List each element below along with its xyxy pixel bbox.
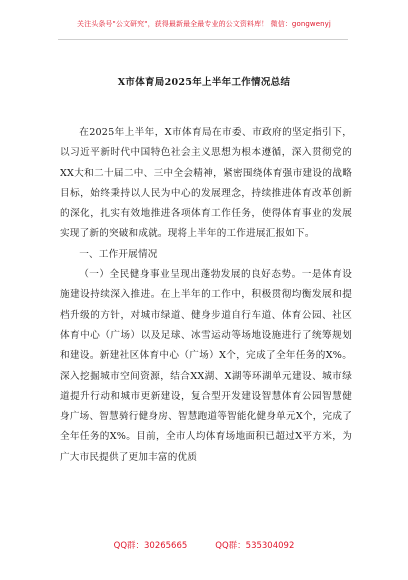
footer-qq-group-1: QQ群：30265665 <box>113 541 188 551</box>
footer-qq-group-2: QQ群：535304092 <box>215 541 295 551</box>
document-title: X市体育局2025年上半年工作情况总结 <box>117 77 291 88</box>
section-heading: 一、工作开展情况 <box>79 248 158 260</box>
body-paragraph: （一）全民健身事业呈现出蓬勃发展的良好态势。一是体育设施建设持续深入推进。在上半年的工作中，积极贯彻均衡发展和提档升级的方针，对城市绿道、健身步道自行车道、体育公园、社区体育中心（广场）以及足球、冰雪运动等场地设施进行了统筹规划和建设。新建社区体育中心（广场）X个，完成了全年任务的X%。深入挖掘城市空间资源，结合XX湖、X湖等环湖单元建设、城市绿道提升行动和城市更新建设，复合型开发建设智慧体育公园智慧健身广场、智慧骑行健身房、智慧跑道等智能化健身单元X个，完成了全年任务的X%。目前，全市人均体育场地面积已超过X平方米，为广大市民提供了更加丰富的优质 <box>60 269 352 463</box>
header-banner: 关注头条号"公文研究"，获得最新最全最专业的公文资料库！ 微信：gongwenyj <box>77 20 331 28</box>
header-divider <box>58 39 348 40</box>
footer-contacts <box>0 539 408 551</box>
intro-paragraph: 在2025年上半年，X市体育局在市委、市政府的坚定指引下，以习近平新时代中国特色社会主义思想为根本遵循，深入贯彻党的XX大和二十届二中、三中全会精神，紧密围绕体育强市建设的战略目标，始终秉持以人民为中心的发展理念，持续推进体育改革创新的深化，扎实有效地推进各项体育工作任务，使得体育事业的发展实现了新的突破和成就。现将上半年的工作进展汇报如下。 <box>60 127 352 240</box>
document-body <box>60 123 352 468</box>
